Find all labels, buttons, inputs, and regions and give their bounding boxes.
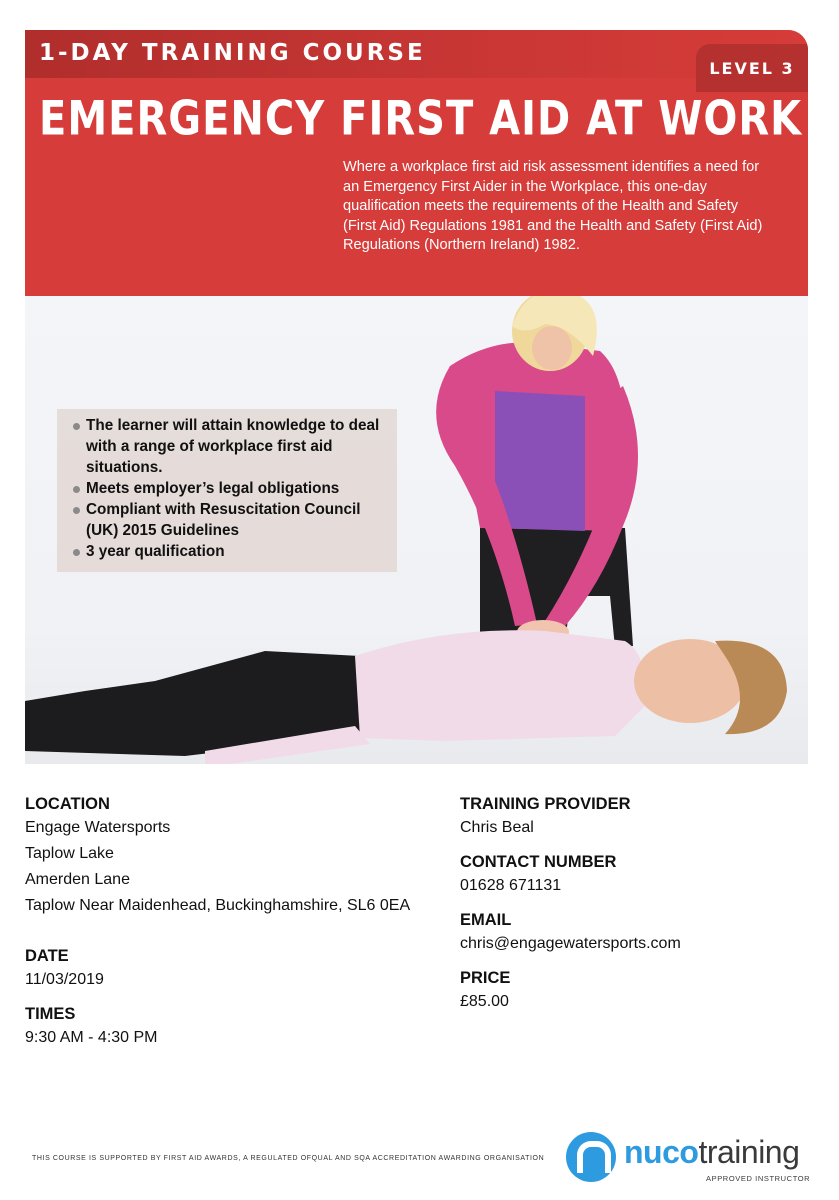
contact-label: CONTACT NUMBER xyxy=(460,853,617,871)
benefit-item: The learner will attain knowledge to deal with a range of workplace first aid situations. xyxy=(73,415,389,478)
cpr-photo xyxy=(25,296,808,764)
benefit-item: Compliant with Resuscitation Council (UK) 2015 Guidelines xyxy=(73,499,389,541)
course-duration: 1-DAY TRAINING COURSE xyxy=(39,40,426,66)
course-details-left xyxy=(25,793,445,1051)
logo-wordmark xyxy=(624,1134,799,1171)
location-line: Taplow Lake xyxy=(25,845,114,862)
course-details-right xyxy=(460,793,800,1015)
location-line: Amerden Lane xyxy=(25,871,130,888)
date-value: 11/03/2019 xyxy=(25,971,104,988)
benefit-item: 3 year qualification xyxy=(73,541,389,562)
location-line: Engage Watersports xyxy=(25,819,171,836)
price-label: PRICE xyxy=(460,969,511,987)
accreditation-note: THIS COURSE IS SUPPORTED BY FIRST AID AWARDS, A REGULATED OFQUAL AND SQA ACCREDITATION AWARDING ORGANISATION xyxy=(32,1155,545,1162)
email-value: chris@engagewatersports.com xyxy=(460,935,681,952)
benefit-item: Meets employer’s legal obligations xyxy=(73,478,389,499)
date-label: DATE xyxy=(25,947,69,965)
level-badge: LEVEL 3 xyxy=(696,44,808,92)
logo-nuco-text: nuco xyxy=(624,1134,699,1170)
nuco-n-icon xyxy=(566,1132,616,1182)
nuco-training-logo xyxy=(566,1132,811,1188)
provider-label: TRAINING PROVIDER xyxy=(460,795,631,813)
course-title: EMERGENCY FIRST AID AT WORK xyxy=(39,92,803,147)
contact-value: 01628 671131 xyxy=(460,877,562,894)
location-line: Taplow Near Maidenhead, Buckinghamshire, SL6 0EA xyxy=(25,897,411,914)
location-label: LOCATION xyxy=(25,795,110,813)
logo-tagline: APPROVED INSTRUCTOR xyxy=(706,1174,811,1183)
times-label: TIMES xyxy=(25,1005,76,1023)
course-header xyxy=(25,30,808,296)
course-description: Where a workplace first aid risk assessment identifies a need for an Emergency First Aider in the Workplace, this one-day qualification meets the requirements of the Health and Safety (First Aid) Regulations 1981 and the Health and Safety (First Aid) Regulations (Northern Ireland) 1982. xyxy=(343,159,763,253)
logo-training-text: training xyxy=(698,1134,800,1170)
email-label: EMAIL xyxy=(460,911,512,929)
benefits-box xyxy=(57,409,397,572)
price-value: £85.00 xyxy=(460,993,509,1010)
provider-value: Chris Beal xyxy=(460,819,534,836)
times-value: 9:30 AM - 4:30 PM xyxy=(25,1029,158,1046)
benefits-list xyxy=(57,409,397,562)
